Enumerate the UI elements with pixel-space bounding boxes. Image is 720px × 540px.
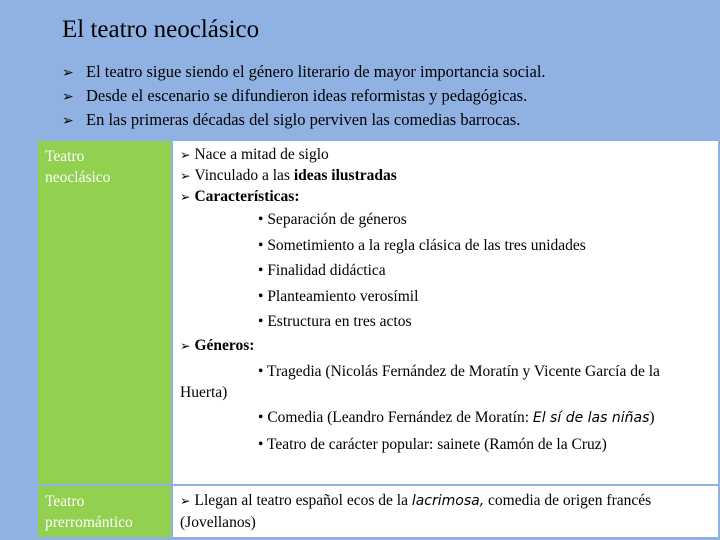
row-label-line: prerromántico: [45, 514, 133, 531]
feature-item: • Estructura en tres actos: [258, 313, 412, 330]
feature-item: • Finalidad didáctica: [258, 262, 386, 279]
intro-bullet-text: El teatro sigue siendo el género literario de mayor importancia social.: [86, 62, 546, 81]
slide-title: El teatro neoclásico: [62, 16, 260, 43]
arrow-bullet-icon: ➢: [180, 147, 191, 162]
content-item-vinculado: [180, 165, 718, 186]
content-italic-text: lacrimosa,: [411, 493, 485, 509]
feature-item: • Sometimiento a la regla clásica de las tres unidades: [258, 236, 586, 254]
feature-text: Finalidad didáctica: [267, 262, 386, 279]
content-text: comedia de origen francés (Jovellanos): [180, 492, 652, 531]
row-label-line: neoclásico: [45, 169, 111, 186]
arrow-bullet-icon: ➢: [62, 89, 74, 105]
intro-bullet-1: [62, 60, 546, 84]
genre-text: ): [649, 408, 655, 426]
theatre-table: [38, 141, 718, 537]
intro-bullet-list: [62, 60, 546, 132]
table-row-neoclasico: [38, 141, 718, 484]
row-content-neoclasico: [173, 141, 718, 484]
content-bold-text: ideas ilustradas: [293, 167, 397, 184]
content-item-caracteristicas: [180, 186, 718, 207]
row-label-neoclasico: [38, 141, 171, 484]
arrow-bullet-icon: ➢: [180, 168, 191, 183]
content-heading: Géneros:: [194, 336, 255, 354]
intro-bullet-3: [62, 108, 546, 132]
genre-text: Teatro de carácter popular: sainete (Ramón de la Cruz): [267, 435, 607, 453]
row-label-prerromantico: [38, 486, 171, 537]
genre-item-sainete: • Teatro de carácter popular: sainete (Ramón de la Cruz): [258, 435, 607, 453]
work-title: El sí de las niñas: [532, 409, 650, 426]
content-heading: Características:: [194, 188, 300, 205]
feature-text: Planteamiento verosímil: [267, 287, 419, 305]
feature-text: Separación de géneros: [267, 211, 407, 228]
content-item-lacrimosa: [180, 490, 718, 533]
genre-item-comedia: • Comedia (Leandro Fernández de Moratín: El sí de las niñas): [258, 408, 655, 426]
intro-bullet-text: En las primeras décadas del siglo perviven las comedias barrocas.: [86, 110, 521, 129]
feature-item: • Separación de géneros: [258, 211, 407, 228]
genre-text: Tragedia (Nicolás Fernández de Moratín y Vicente García de la Huerta): [180, 362, 660, 401]
arrow-bullet-icon: ➢: [180, 189, 191, 204]
table-row-prerromantico: [38, 486, 718, 537]
genre-text: Comedia (Leandro Fernández de Moratín:: [267, 408, 533, 426]
genre-item-tragedia: • Tragedia (Nicolás Fernández de Moratín y Vicente García de la Huerta): [180, 362, 660, 401]
feature-item: • Planteamiento verosímil: [258, 287, 419, 305]
row-label-line: Teatro: [45, 493, 85, 510]
row-content-prerromantico: [173, 486, 718, 537]
intro-bullet-text: Desde el escenario se difundieron ideas reformistas y pedagógicas.: [86, 86, 528, 105]
content-item-nace: [180, 144, 718, 165]
content-text: Llegan al teatro español ecos de la: [194, 492, 412, 509]
arrow-bullet-icon: ➢: [180, 337, 191, 353]
content-text: Nace a mitad de siglo: [194, 146, 329, 163]
intro-bullet-2: [62, 84, 546, 108]
feature-text: Estructura en tres actos: [267, 313, 412, 330]
content-text: Vinculado a las: [194, 167, 294, 184]
row-label-line: Teatro: [45, 148, 85, 165]
arrow-bullet-icon: ➢: [180, 493, 191, 508]
feature-text: Sometimiento a la regla clásica de las tres unidades: [267, 236, 586, 254]
arrow-bullet-icon: ➢: [62, 65, 74, 81]
arrow-bullet-icon: ➢: [62, 113, 74, 129]
content-item-generos: [180, 335, 718, 356]
